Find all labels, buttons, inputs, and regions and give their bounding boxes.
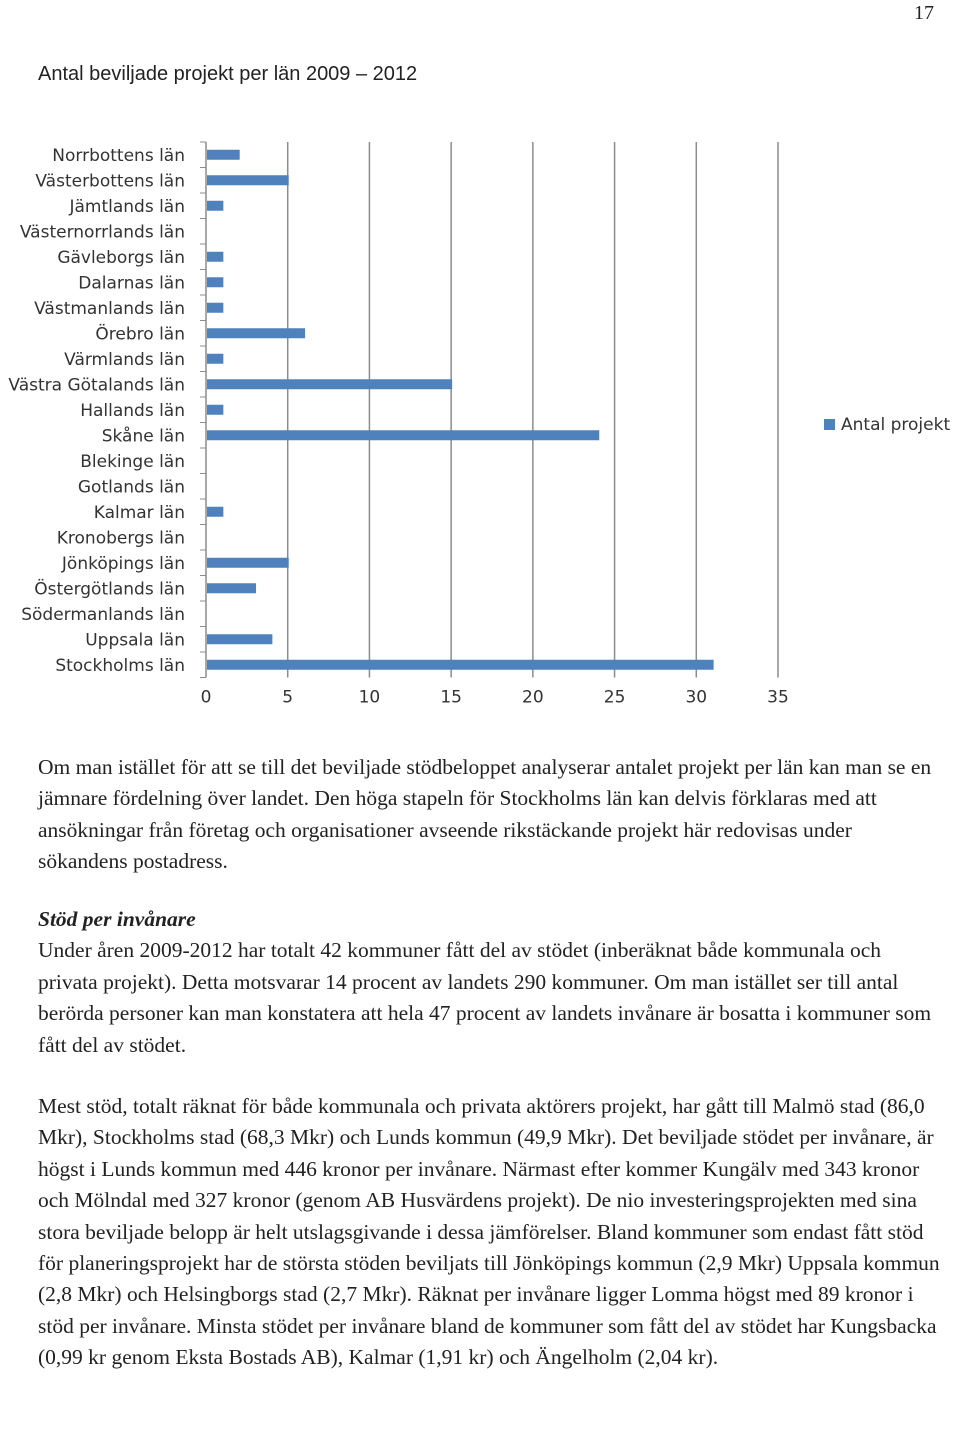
category-label: Blekinge län bbox=[80, 451, 185, 472]
category-label: Västernorrlands län bbox=[19, 222, 185, 243]
chart-category-labels bbox=[8, 146, 185, 676]
paragraph-text: Om man istället för att se till det beviljade stödbeloppet analyserar antalet projekt per län kan man se en jämnare fördelning över landet. Den höga stapeln för Stockholms län kan delvis förklaras med att ansökningar från företag och organisationer avseende rikstäckande projekt här redovisas under sökandens postadress. bbox=[38, 755, 932, 874]
legend-label: Antal projekt bbox=[841, 415, 951, 435]
paragraph-text: Under åren 2009-2012 har totalt 42 kommuner fått del av stödet (inberäknat både kommunala och privata projekt). Detta motsvarar 14 procent av landets 290 kommuner. Om man istället ser till antal berörda personer kan man konstatera att hela 47 procent av landets invånare är bosatta i kommuner som fått del av stödet. bbox=[38, 938, 932, 1057]
bar bbox=[207, 507, 223, 517]
chart-x-tick-labels bbox=[201, 688, 789, 708]
bar bbox=[207, 150, 240, 160]
category-label: Södermanlands län bbox=[21, 604, 185, 625]
chart-bars bbox=[207, 150, 714, 670]
category-label: Västra Götalands län bbox=[8, 375, 185, 396]
category-label: Kalmar län bbox=[93, 502, 185, 523]
paragraph-distribution bbox=[38, 752, 943, 878]
category-label: Uppsala län bbox=[85, 630, 185, 651]
category-label: Västmanlands län bbox=[34, 298, 185, 319]
category-label: Stockholms län bbox=[55, 655, 185, 676]
bar bbox=[207, 634, 272, 644]
category-label: Värmlands län bbox=[64, 349, 185, 370]
bar bbox=[207, 201, 223, 211]
x-tick-label: 5 bbox=[282, 687, 294, 708]
category-label: Jönköpings län bbox=[61, 553, 185, 574]
paragraph-most-support bbox=[38, 1091, 943, 1374]
bar bbox=[207, 660, 714, 670]
category-label: Gotlands län bbox=[77, 477, 185, 498]
x-tick-label: 30 bbox=[685, 687, 708, 708]
section-heading: Stöd per invånare bbox=[38, 907, 196, 931]
bar bbox=[207, 277, 223, 287]
paragraph-support-per-inhabitant bbox=[38, 904, 943, 1061]
x-tick-label: 20 bbox=[522, 687, 544, 708]
x-tick-label: 25 bbox=[603, 687, 626, 708]
x-tick-label: 15 bbox=[440, 687, 462, 708]
bar bbox=[207, 430, 599, 440]
category-label: Dalarnas län bbox=[78, 273, 185, 294]
x-tick-label: 35 bbox=[767, 687, 789, 708]
category-label: Östergötlands län bbox=[34, 579, 185, 600]
bar bbox=[207, 558, 289, 568]
category-label: Örebro län bbox=[95, 324, 185, 345]
legend-swatch bbox=[824, 419, 835, 430]
bar bbox=[207, 252, 223, 262]
chart-title: Antal beviljade projekt per län 2009 – 2012 bbox=[38, 63, 418, 85]
chart-gridlines bbox=[200, 142, 778, 678]
category-label: Västerbottens län bbox=[35, 171, 185, 192]
page-number: 17 bbox=[914, 2, 934, 24]
bar bbox=[207, 175, 289, 185]
bar bbox=[207, 405, 223, 415]
bar bbox=[207, 303, 223, 313]
x-tick-label: 0 bbox=[200, 687, 212, 708]
chart-legend bbox=[824, 415, 950, 435]
category-label: Skåne län bbox=[101, 426, 185, 447]
bar bbox=[207, 354, 223, 364]
category-label: Norrbottens län bbox=[52, 145, 185, 166]
category-label: Gävleborgs län bbox=[57, 247, 185, 268]
bar-chart bbox=[0, 130, 960, 720]
category-label: Kronobergs län bbox=[56, 528, 185, 549]
bar bbox=[207, 328, 305, 338]
paragraph-text: Mest stöd, totalt räknat för både kommunala och privata aktörers projekt, har gått till Malmö stad (86,0 Mkr), Stockholms stad (68,3 Mkr) och Lunds kommun (49,9 Mkr). Det beviljade stödet per invånare, är högst i Lunds kommun med 446 kronor per invånare. Närmast efter kommer Kungälv med 343 kronor och Mölndal med 327 kronor (genom AB Husvärdens projekt). De nio investeringsprojekten med sina stora beviljade belopp är helt utslagsgivande i dessa jämförelser. Bland kommuner som endast fått stöd för planeringsprojekt har de största stöden beviljats till Jönköpings kommun (2,9 Mkr) Uppsala kommun (2,8 Mkr) och Helsingborgs stad (2,7 Mkr). Räknat per invånare ligger Lomma högst med 89 kronor i stöd per invånare. Minsta stödet per invånare bland de kommuner som fått del av stödet har Kungsbacka (0,99 kr genom Eksta Bostads AB), Kalmar (1,91 kr) och Ängelholm (2,04 kr). bbox=[38, 1094, 940, 1370]
x-tick-label: 10 bbox=[358, 687, 381, 708]
bar bbox=[207, 379, 452, 389]
bar bbox=[207, 583, 256, 593]
category-label: Jämtlands län bbox=[69, 196, 185, 217]
category-label: Hallands län bbox=[80, 400, 185, 421]
